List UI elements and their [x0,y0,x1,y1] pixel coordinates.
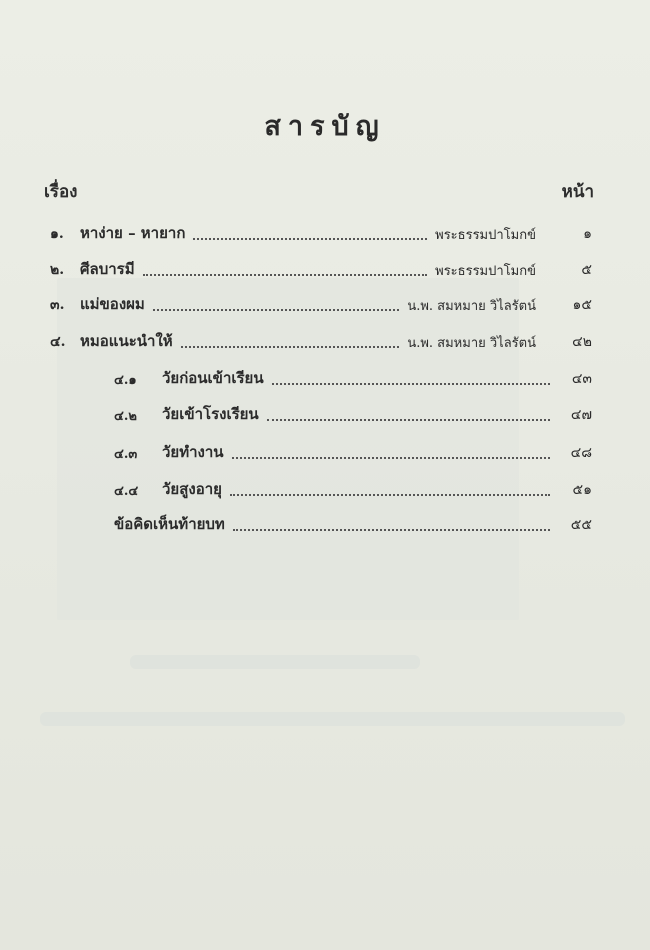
subentry-number: ๔.๒ [114,409,137,424]
entry-author: พระธรรมปาโมกข์ [435,228,536,243]
entry-title: หาง่าย – หายาก [80,224,186,242]
entry-page: ๔๒ [572,334,592,350]
entry-page: ๕ [581,262,592,278]
subentry-page: ๔๗ [570,407,592,423]
subentry-number: ๔.๑ [114,373,137,388]
subentry-title: วัยทำงาน [162,443,224,461]
dot-leader [143,274,428,276]
toc-subentry [114,512,592,536]
entry-page: ๑ [583,226,592,242]
subentry-number: ๔.๓ [114,447,138,462]
column-header-page: หน้า [561,182,594,202]
entry-page: ๑๕ [572,297,592,313]
subentry-page: ๕๕ [570,517,592,533]
dot-leader [272,383,550,385]
bleed-through-text [40,712,625,726]
dot-leader [181,346,400,348]
subentry-title: วัยสูงอายุ [162,480,222,498]
dot-leader [233,529,550,531]
entry-title: หมอแนะนำให้ [80,332,173,350]
entry-title: ศีลบารมี [80,260,135,278]
subentry-page: ๔๓ [571,371,592,387]
dot-leader [230,494,550,496]
subentry-page: ๕๑ [572,482,592,498]
subentry-title: วัยก่อนเข้าเรียน [162,369,264,387]
toc-entry [50,292,592,316]
toc-subentry [114,440,592,464]
entry-number: ๓. [50,297,65,313]
dot-leader [267,419,550,421]
entry-number: ๑. [50,226,64,242]
dot-leader [193,238,427,240]
toc-subentry [114,402,592,426]
column-header-topic: เรื่อง [44,182,78,202]
subentry-title: ข้อคิดเห็นท้ายบท [114,515,225,533]
entry-author: น.พ. สมหมาย วิไลรัตน์ [407,336,536,351]
subentry-page: ๔๘ [570,445,592,461]
dot-leader [153,309,400,311]
toc-entry [50,257,592,281]
dot-leader [232,457,550,459]
toc-subentry [114,477,592,501]
entry-number: ๒. [50,262,65,278]
subentry-number: ๔.๔ [114,484,139,499]
entry-author: น.พ. สมหมาย วิไลรัตน์ [407,299,536,314]
entry-number: ๔. [50,334,66,350]
subentry-title: วัยเข้าโรงเรียน [162,405,259,423]
bleed-through-text [130,655,420,669]
toc-subentry [114,366,592,390]
entry-title: แม่ของผม [80,295,145,313]
page-title: สารบัญ [264,111,386,142]
toc-entry [50,329,592,353]
entry-author: พระธรรมปาโมกข์ [435,264,536,279]
toc-entry [50,221,592,245]
